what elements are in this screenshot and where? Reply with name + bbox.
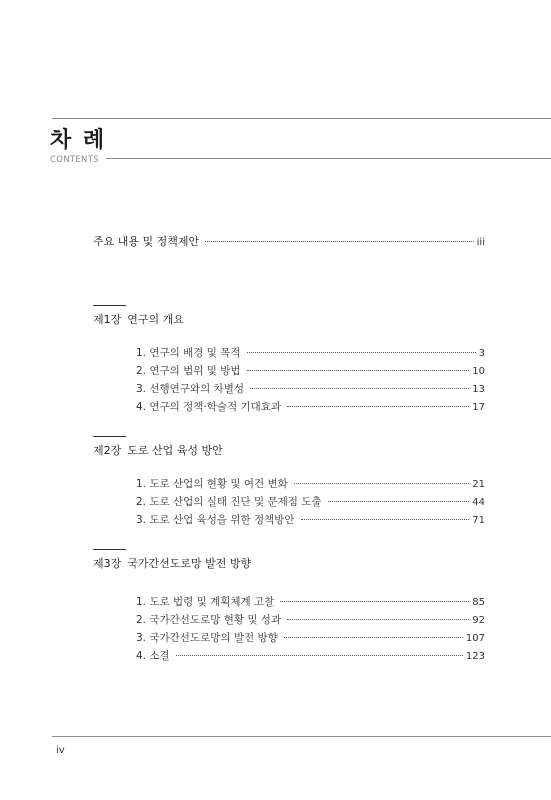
dot-leader xyxy=(301,519,470,520)
toc-entry-page: 17 xyxy=(472,402,485,413)
toc-entry[interactable] xyxy=(136,651,485,662)
chapter-marker xyxy=(93,305,126,306)
toc-entry-page: 10 xyxy=(472,366,485,377)
toc-entry-page: 44 xyxy=(472,497,485,508)
toc-entry[interactable] xyxy=(136,366,485,377)
chapter-number: 제1장 xyxy=(93,313,122,326)
dot-leader xyxy=(328,501,470,502)
dot-leader xyxy=(280,601,469,602)
chapter-number: 제3장 xyxy=(93,557,122,570)
chapter-name: 국가간선도로망 발전 방향 xyxy=(127,557,252,570)
toc-entry-page: 107 xyxy=(465,633,485,644)
chapter-marker xyxy=(93,549,126,550)
dot-leader xyxy=(294,483,470,484)
toc-entry-summary[interactable] xyxy=(93,236,485,248)
dot-leader xyxy=(284,637,463,638)
toc-entry-label: 3. 선행연구와의 차별성 xyxy=(136,383,244,395)
toc-entry-label: 3. 도로 산업 육성을 위한 정책방안 xyxy=(136,514,295,526)
toc-entry-label: 2. 도로 산업의 실태 진단 및 문제점 도출 xyxy=(136,496,322,508)
dot-leader xyxy=(176,655,463,656)
chapter-3-title[interactable] xyxy=(93,558,251,569)
toc-entry-label: 1. 도로 법령 및 계획체계 고찰 xyxy=(136,596,275,608)
toc-entry-page: 71 xyxy=(472,515,485,526)
toc-entry-label: 4. 소결 xyxy=(136,650,170,662)
toc-entry-page: iii xyxy=(476,237,485,248)
toc-entry-label: 2. 국가간선도로망 현황 및 성과 xyxy=(136,614,282,626)
toc-entry-page: 21 xyxy=(472,479,485,490)
toc-subtitle: CONTENTS xyxy=(50,155,99,165)
contents-rule xyxy=(106,158,551,159)
chapter-2-title[interactable] xyxy=(93,445,223,456)
toc-entry[interactable] xyxy=(136,402,485,413)
toc-entry[interactable] xyxy=(136,633,485,644)
chapter-marker xyxy=(93,436,126,437)
toc-entry-label: 3. 국가간선도로망의 발전 방향 xyxy=(136,632,278,644)
toc-entry-label: 2. 연구의 범위 및 방법 xyxy=(136,365,241,377)
toc-entry-page: 92 xyxy=(472,615,485,626)
dot-leader xyxy=(287,406,469,407)
toc-entry-page: 3 xyxy=(478,348,485,359)
top-rule xyxy=(52,118,551,119)
toc-entry[interactable] xyxy=(136,497,485,508)
dot-leader xyxy=(205,241,474,242)
toc-entry-label: 1. 연구의 배경 및 목적 xyxy=(136,347,241,359)
chapter-1-title[interactable] xyxy=(93,314,184,325)
chapter-name: 도로 산업 육성 방안 xyxy=(127,444,223,457)
bottom-rule xyxy=(52,736,551,737)
dot-leader xyxy=(287,619,469,620)
page-number: iv xyxy=(56,745,65,756)
toc-entry[interactable] xyxy=(136,615,485,626)
toc-entry-page: 13 xyxy=(472,384,485,395)
dot-leader xyxy=(247,352,476,353)
toc-entry-label: 4. 연구의 정책·학술적 기대효과 xyxy=(136,401,282,413)
toc-entry[interactable] xyxy=(136,348,485,359)
toc-entry-label: 주요 내용 및 정책제안 xyxy=(93,235,200,248)
toc-entry-page: 123 xyxy=(465,651,485,662)
dot-leader xyxy=(247,370,470,371)
toc-entry-page: 85 xyxy=(472,597,485,608)
toc-entry[interactable] xyxy=(136,597,485,608)
chapter-number: 제2장 xyxy=(93,444,122,457)
toc-entry[interactable] xyxy=(136,384,485,395)
chapter-name: 연구의 개요 xyxy=(127,313,184,326)
toc-entry[interactable] xyxy=(136,479,485,490)
toc-entry-label: 1. 도로 산업의 현황 및 여건 변화 xyxy=(136,478,288,490)
toc-title: 차 례 xyxy=(50,128,107,153)
toc-entry[interactable] xyxy=(136,515,485,526)
dot-leader xyxy=(250,388,469,389)
